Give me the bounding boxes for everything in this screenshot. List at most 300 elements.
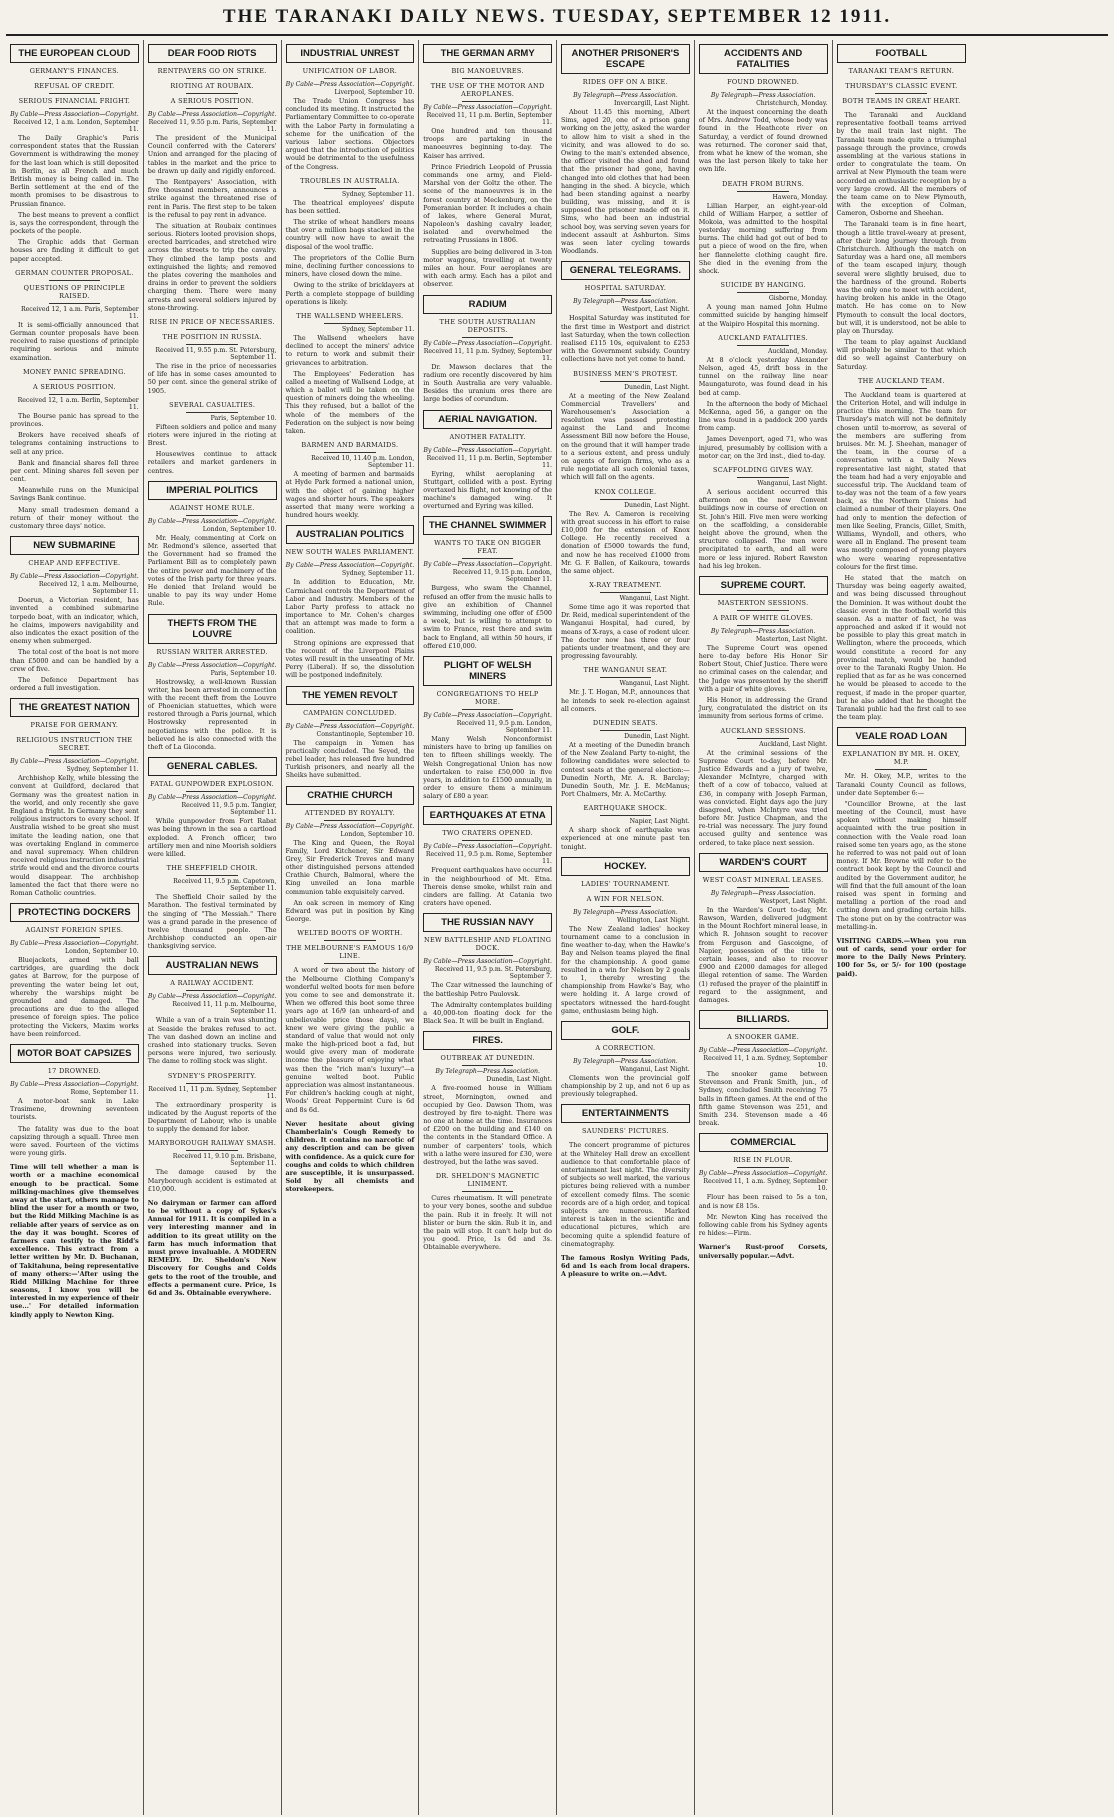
article-paragraph: The fatality was due to the boat capsizing through a squall. Three men were saved. Fourteen of the victims were young girls. xyxy=(10,1124,139,1158)
subhead-rule xyxy=(49,108,101,109)
newspaper-column xyxy=(6,40,144,1815)
article-subhead: AGAINST HOME RULE. xyxy=(169,503,255,512)
article xyxy=(699,44,828,174)
article-paragraph: The total cost of the boat is not more than £5000 and can be handled by a crew of five. xyxy=(10,648,139,673)
article-paragraph: Strong opinions are expressed that the recount of the Liverpool Plains votes will result in the unseating of Mr. Perry (Liberal). If so, the dissolution will be postponed indefinitely. xyxy=(285,638,415,680)
article-paragraph: The Admiralty contemplates building a 40,000-ton floating dock for the Black Sea. It will be built in England. xyxy=(423,1000,552,1026)
subhead-rule xyxy=(875,93,927,94)
article-headline: FIRES. xyxy=(423,1031,552,1050)
article xyxy=(561,44,690,255)
article-byline: By Cable—Press Association—Copyright. xyxy=(10,758,139,766)
subhead-rule xyxy=(600,1138,652,1139)
article-paragraph: The extraordinary prosperity is indicated by the August reports of the Department of Labour, who is unable to supply the demand for labor. xyxy=(147,1100,277,1134)
article xyxy=(561,857,690,1015)
article-paragraph: Many Welsh Nonconformist ministers have to bring up families on ten to fifteen shillings weekly. The Welsh Congregational Union has now undertaken to raise £50,000 in five years, in addition to £1500 annually, in order to ensure them a minimum salary of £80 a year. xyxy=(423,734,552,801)
article-paragraph: Bluejackets, armed with ball cartridges, are guarding the dock gates at Barrow, for the purpose of preventing the water being let out, whereby the warships might be grounded and damaged. The precautions are due to the alleged presence of foreign spies. The police protecting the Vickers, Maxim works have been reinforced. xyxy=(10,956,139,1038)
article-headline: FOOTBALL xyxy=(837,44,967,63)
masthead: THE TARANAKI DAILY NEWS. TUESDAY, SEPTEMBER 12 1911. xyxy=(6,0,1108,36)
article-dateline: Rome, September 11. xyxy=(70,1088,139,1096)
subhead-rule xyxy=(324,940,376,941)
subhead-rule xyxy=(324,559,376,560)
article-byline: By Telegraph—Press Association. xyxy=(573,908,678,916)
article-paragraph: A word or two about the history of the Melbourne Clothing Company's wonderful welted boots for men before you come to see and demonstrate it. When we offered this boot some three years ago at 16/9 (an unheard-of and unbelievable price those days), we knew we were giving the public a standard of value that would not only make the high-priced boot a fad, but would give every man of moderate income the pleasure of enjoying what was then the "rich man's luxury"—a genuine welted boot. Public appreciation was almost instantaneous. For children's hacking cough at night, Woods' Great Peppermint Cure is 6d and 8s 6d. xyxy=(285,966,415,1114)
article-headline: THEFTS FROM THE LOUVRE xyxy=(148,614,277,644)
article-dateline: Received 11, 9.5 p.m. London, September 11. xyxy=(456,719,552,734)
article xyxy=(423,295,552,404)
article-headline: HOCKEY. xyxy=(561,857,690,876)
subhead-rule xyxy=(462,337,514,338)
article xyxy=(148,864,277,950)
article-subhead: THE WALLSEND WHEELERS. xyxy=(296,311,404,320)
article-dateline: Received 12, 1 a.m. Berlin, September 11. xyxy=(17,396,139,411)
article-paragraph: In the Warden's Court to-day, Mr. Rawson, Warden, delivered judgment in the Mount Rochfort mineral lease, in which R. Johnson sought to recover from Ferguson and Gascoigne, of Napier, possession of the title to certain leases, and also to recover £900 and £2000 damages for alleged illegal retention of same. The Warden (1) refused the prayer of the plaintiff in regard to the assignment, and damages. xyxy=(698,905,828,1004)
subhead-rule xyxy=(49,570,101,571)
article-byline: By Telegraph—Press Association. xyxy=(710,92,816,99)
article-subhead: CHEAP AND EFFECTIVE. xyxy=(28,559,121,568)
article-headline: PROTECTING DOCKERS xyxy=(10,903,139,922)
article-dateline: Received 12, 1 a.m. Paris, September 11. xyxy=(20,305,139,320)
article xyxy=(561,581,690,660)
article-paragraph: The damage caused by the Maryborough accident is estimated at £10,000. xyxy=(147,1168,277,1193)
article-dateline: Wanganui, Last Night. xyxy=(757,480,828,487)
article-subhead: THE AUCKLAND TEAM. xyxy=(858,376,945,385)
subhead-rule xyxy=(600,295,652,296)
article-dateline: Hawera, Monday. xyxy=(772,193,828,201)
subhead-rule xyxy=(600,1055,652,1056)
article-dateline: Gisborne, Monday. xyxy=(768,295,828,303)
subhead-rule xyxy=(324,78,376,79)
article-dateline: Received 11, 9.5 p.m. Tangier, September 11. xyxy=(181,802,277,817)
article xyxy=(148,481,277,608)
subhead-rule xyxy=(49,937,101,938)
article-subhead: BOTH TEAMS IN GREAT HEART. xyxy=(842,97,961,105)
article xyxy=(148,757,277,858)
article-subhead: MASTERTON SESSIONS. xyxy=(717,598,809,607)
subhead-rule xyxy=(462,1191,514,1192)
article-byline: By Cable—Press Association—Copyright. xyxy=(285,562,415,570)
article-headline: THE EUROPEAN CLOUD xyxy=(10,44,139,63)
article-subhead: AGAINST FOREIGN SPIES. xyxy=(25,926,124,935)
article-dateline: Received 11, 9.5 p.m. St. Petersburg, September 7. xyxy=(434,966,552,981)
article xyxy=(699,576,828,721)
subhead-rule xyxy=(186,1083,238,1084)
article-dateline: Constantinople, September 10. xyxy=(316,730,415,738)
article-paragraph: Lillian Harper, an eight-year-old child of William Harper, a settler of Mokoia, was admitted to the hospital yesterday morning suffering from burns. The child had got out of bed to put a piece of wood on the fire, when her flannelette clothing caught fire. She died in the evening from the shock. xyxy=(698,201,828,275)
subhead-rule xyxy=(737,738,789,739)
subhead-rule xyxy=(462,1065,514,1066)
article-paragraph: Supplies are being delivered in 3-ton motor waggons, travelling at twenty miles an hour. Four aeroplanes are with each army. Each has a pilot and observer. xyxy=(423,247,552,289)
article-subhead: FATAL GUNPOWDER EXPLOSION. xyxy=(150,780,275,789)
subhead-rule xyxy=(49,394,101,395)
article-paragraph: At a meeting of the Dunedin branch of the New Zealand Party to-night, the following candidates were selected to contest seats at the general election:—Dunedin North, Mr. A. R. Barclay; Dunedin South, Mr. J. E. McManus; Port Chalmers, Mr. A. McCarthy. xyxy=(561,740,690,799)
article-paragraph: "Councillor Browne, at the last meeting of the Council, must have spoken without making himself acquainted with the true position in connection with the Veale road loan raised some ten years ago, as the stone he referred to was not paid out of loan money. If Mr. Browne will refer to the contract book kept by the Council and audited by the Government auditor, he will find that the full amount of the loan raised was spent in forming and metalling a portion of the road and cutting down and grading certain hills. The stone put on by the contractor was metalling-in. xyxy=(836,799,967,931)
subhead-rule xyxy=(186,93,238,94)
article-dateline: Received 12, 1 a.m. London, September 11. xyxy=(13,119,139,133)
article-subhead: QUESTIONS OF PRINCIPLE RAISED. xyxy=(23,283,126,300)
subhead-rule xyxy=(600,499,652,500)
article-paragraph: Frequent earthquakes have occurred in the neighbourhood of Mt. Etna. Thereis dense smoke, whilst rain and cinders are falling. At Catania two craters have opened. xyxy=(423,866,552,908)
article xyxy=(699,281,828,328)
article xyxy=(423,1172,552,1251)
newspaper-column xyxy=(695,40,833,1815)
advertisement: The famous Roslyn Writing Pads, 6d and 1s each from local drapers. A pleasure to write on.—Advt. xyxy=(561,1253,690,1279)
article xyxy=(10,44,139,263)
article-headline: THE CHANNEL SWIMMER xyxy=(423,516,552,535)
subhead-rule xyxy=(324,963,376,964)
article xyxy=(561,1104,690,1247)
article-dateline: Received 11, 11 p.m. Melbourne, September 11. xyxy=(172,1001,277,1016)
subhead-rule xyxy=(600,381,652,382)
newspaper-column xyxy=(419,40,557,1815)
subhead-rule xyxy=(186,78,238,79)
article-paragraph: A serious accident occurred this afternoon on the new Convent buildings now in course of erection on St. John's Hill. Five men were working on the scaffolding, a considerable height above the ground, when the structure collapsed. The men were precipitated to earth, and all were more or less injured. Robert Rawston had his leg broken. xyxy=(698,488,828,570)
subhead-rule xyxy=(737,625,789,626)
article-headline: THE GERMAN ARMY xyxy=(423,44,552,63)
article-byline: By Telegraph—Press Association. xyxy=(573,1057,678,1065)
subhead-rule xyxy=(737,887,789,888)
subhead-rule xyxy=(875,769,927,770)
subhead-rule xyxy=(186,1150,238,1151)
article-subhead: SCAFFOLDING GIVES WAY. xyxy=(713,466,814,474)
article xyxy=(561,488,690,576)
article-headline: IMPERIAL POLITICS xyxy=(148,481,277,500)
article-headline: DEAR FOOD RIOTS xyxy=(148,44,277,63)
subhead-rule xyxy=(324,452,376,453)
article-subhead: REFUSAL OF CREDIT. xyxy=(34,82,115,90)
advertisement: Never hesitate about giving Chamberlain's Cough Remedy to children. It contains no narcotic of any description and can be given with confidence. As a quick cure for coughs and colds to which children are susceptible, it is unsurpassed. Sold by all chemists and storekeepers. xyxy=(285,1119,415,1194)
article xyxy=(699,334,828,460)
article-paragraph: Eyring, whilst aeroplaning at Stuttgart, collided with a post. Eyring overtaxed his flight, not knowing of the machine's damaged wing. It overturned and Eyring was killed. xyxy=(423,469,552,511)
article xyxy=(837,377,967,722)
subhead-rule xyxy=(49,755,101,756)
newspaper-column xyxy=(557,40,695,1815)
article-subhead: WANTS TO TAKE ON BIGGER FEAT. xyxy=(434,539,542,556)
article-dateline: Paris, September 10. xyxy=(210,414,277,422)
article-dateline: Received 11, 11 p.m. Berlin, September 11. xyxy=(426,454,552,469)
article-dateline: Westport, Last Night. xyxy=(622,306,690,314)
article-byline: By Cable—Press Association—Copyright. xyxy=(423,104,552,111)
article-subhead: RIDES OFF ON A BIKE. xyxy=(582,78,668,86)
article-subhead: ANOTHER FATALITY. xyxy=(449,432,526,441)
article-dateline: Dunedin, Last Night. xyxy=(486,1076,552,1084)
article-headline: THE YEMEN REVOLT xyxy=(286,686,415,705)
article-paragraph: While a van of a train was shunting at Seaside the brakes refused to act. The van dashed down an incline and crashed into stationary trucks. Seven persons were injured, two seriously. The dame to rolling stock was slight. xyxy=(147,1016,277,1066)
article xyxy=(10,698,139,897)
article-dateline: Christchurch, Monday. xyxy=(756,100,828,107)
subhead-rule xyxy=(600,730,652,731)
article-subhead: WELTED BOOTS OF WORTH. xyxy=(297,929,403,938)
article xyxy=(561,804,690,851)
article-headline: BILLIARDS. xyxy=(699,1010,828,1029)
article-byline: By Cable—Press Association—Copyright. xyxy=(147,794,277,802)
subhead-rule xyxy=(324,820,376,821)
newspaper-column xyxy=(282,40,420,1815)
article-dateline: Received 11, 9.10 p.m. Brisbane, September 11. xyxy=(172,1153,277,1168)
article-subhead: ATTENDED BY ROYALTY. xyxy=(304,808,395,817)
article-byline: By Cable—Press Association—Copyright. xyxy=(147,517,277,525)
article-paragraph: Owing to the strike of bricklayers at Perth a complete stoppage of building operations is likely. xyxy=(285,281,415,306)
subhead-rule xyxy=(186,412,238,413)
subhead-rule xyxy=(462,78,514,79)
article-paragraph: A young man named John Hulme committed suicide by hanging himself at the Waipiro Hospital this morning. xyxy=(698,303,828,328)
subhead-rule xyxy=(324,323,376,324)
article-byline: By Cable—Press Association—Copyright. xyxy=(423,561,552,569)
article-subhead: X-RAY TREATMENT. xyxy=(589,581,662,590)
article-paragraph: The campaign in Yemen has practically concluded. The Seyed, the rebel leader, has released five hundred Turkish prisoners, and nearly all the Sheiks have submitted. xyxy=(285,738,415,780)
article-paragraph: The president of the Municipal Council conferred with the Caterers' Union and arranged for the placing of tables in the market and the price to be drawn up daily and rigidly enforced. xyxy=(147,134,277,175)
article-headline: WARDEN'S COURT xyxy=(699,853,828,872)
article xyxy=(699,727,828,847)
subhead-rule xyxy=(324,188,376,189)
article xyxy=(561,1021,690,1099)
newspaper-column xyxy=(144,40,282,1815)
article-paragraph: Housewives continue to attack retailers and market gardeners in centres. xyxy=(147,450,277,475)
article-headline: VEALE ROAD LOAN xyxy=(837,727,967,746)
article-headline: GENERAL TELEGRAMS. xyxy=(561,261,690,280)
article xyxy=(561,261,690,363)
article-paragraph: The Sheffield Choir sailed by the Marathon. The festival terminated by the singing of "The Messiah." There was a grand parade in the presence of twelve thousand people. The Archbishop conducted an open-air thanksgiving service. xyxy=(147,893,277,951)
article-headline: GENERAL CABLES. xyxy=(148,757,277,776)
article-headline: COMMERCIAL xyxy=(699,1133,828,1152)
article-dateline: London, September 10. xyxy=(340,830,415,838)
article-dateline: Liverpool, September 10. xyxy=(334,89,415,96)
article-subhead: THE WANGANUI SEAT. xyxy=(583,666,668,675)
article xyxy=(423,656,552,801)
article-paragraph: Dr. Mawson declares that the radium ore recently discovered by him in South Australia are very valuable. Besides the uranium ores there are large bodies of corundum. xyxy=(423,362,552,404)
article-subhead: RUSSIAN WRITER ARRESTED. xyxy=(156,647,268,656)
article-subhead: AUCKLAND SESSIONS. xyxy=(720,726,806,735)
article-byline: By Cable—Press Association—Copyright. xyxy=(147,111,277,118)
subhead-rule xyxy=(737,1044,789,1045)
subhead-rule xyxy=(49,78,101,79)
article-subhead: RISE IN PRICE OF NECESSARIES. xyxy=(149,317,275,326)
article xyxy=(148,1072,277,1134)
article-subhead: DR. SHELDON'S MAGNETIC LINIMENT. xyxy=(435,1172,540,1189)
article-paragraph: A meeting of barmen and barmaids at Hyde Park formed a national union, with the object of gaining higher wages and shorter hours. The speakers asserted that many were working a hundred hours weekly. xyxy=(285,470,415,520)
article-dateline: Dunedin, Last Night. xyxy=(624,383,690,391)
article-paragraph: Doerun, a Victorian resident, has invented a combined submarine torpedo boat, with an indicator, which, he claims, impowers navigability and also indicates the exact position of the enemy when submerged. xyxy=(10,596,139,646)
article-dateline: Received 11, 11 p.m. Sydney, September 11. xyxy=(148,1085,277,1100)
article-subhead: THE SHEFFIELD CHOIR. xyxy=(166,864,258,873)
article-subhead: OUTBREAK AT DUNEDIN. xyxy=(440,1054,535,1063)
article-paragraph: The strike of wheat handlers means that over a million bags stacked in the country will now have to await the disposal of the wool traffic. xyxy=(285,218,415,251)
article-dateline: Westport, Last Night. xyxy=(760,897,828,905)
article-subhead: EARTHQUAKE SHOCK. xyxy=(583,804,668,813)
article-headline: INDUSTRIAL UNREST xyxy=(286,44,415,63)
article-subhead: CONGREGATIONS TO HELP MORE. xyxy=(436,689,539,706)
article-headline: SUPREME COURT. xyxy=(699,576,828,595)
subhead-rule xyxy=(462,709,514,710)
article xyxy=(837,44,967,371)
subhead-rule xyxy=(737,477,789,478)
subhead-rule xyxy=(186,108,238,109)
subhead-rule xyxy=(462,955,514,956)
article-dateline: London, September 10. xyxy=(65,948,139,956)
subhead-rule xyxy=(324,720,376,721)
article-subhead: NEW BATTLESHIP AND FLOATING DOCK. xyxy=(423,936,552,953)
article-dateline: Received 11, 9.55 p.m. St. Petersburg, September 11. xyxy=(155,346,277,361)
article-subhead: UNIFICATION OF LABOR. xyxy=(302,67,398,75)
subhead-rule xyxy=(737,345,789,346)
article xyxy=(148,318,277,395)
article-byline: By Telegraph—Press Association. xyxy=(573,92,678,99)
subhead-rule xyxy=(186,344,238,345)
article-paragraph: The proprietors of the Collie Burn mine, declining further concessions to miners, have closed down the mine. xyxy=(285,253,415,279)
article-subhead: 17 DROWNED. xyxy=(47,1066,101,1075)
article-byline: By Cable—Press Association—Copyright. xyxy=(423,711,552,719)
article-paragraph: The Bourse panic has spread to the provinces. xyxy=(10,411,139,428)
article xyxy=(423,1031,552,1166)
article xyxy=(286,929,415,1113)
article-subhead: SEVERAL CASUALTIES. xyxy=(169,400,256,409)
article xyxy=(10,269,139,362)
article-paragraph: About 11.45 this morning, Albert Sims, aged 20, one of a prison gang working on the jetty, asked the warder to allow him to visit a shed in the vicinity, and was allowed to do so. Owing to the man's extended absence, the officer visited the shed and found that the prisoner had gone, having changed into old clothes that had been hanging in the shed. A bicycle, which had been standing against a nearby building, was missing, and it is supposed the prisoner made off on it. Sims, who had been an industrial school boy, was serving seven years for indecent assault at Ashburton. Sims was seen later cycling towards Woodlands. xyxy=(561,108,690,256)
article-subhead: LADIES' TOURNAMENT. xyxy=(581,879,670,888)
article-subhead: MARYBOROUGH RAILWAY SMASH. xyxy=(148,1139,277,1148)
article-byline: By Cable—Press Association—Copyright. xyxy=(10,573,139,581)
subhead-rule xyxy=(737,191,789,192)
article-paragraph: His Honor, in addressing the Grand Jury, congratulated the district on its immunity from serious forms of crime. xyxy=(698,696,828,721)
article-paragraph: In the afternoon the body of Michael McKenna, aged 56, a ganger on the line was found in a paddock 200 yards from camp. xyxy=(698,399,828,433)
article-subhead: A WIN FOR NELSON. xyxy=(586,894,665,903)
article-paragraph: Mr. Newton King has received the following cable from his Sydney agents re hides:—Firm. xyxy=(698,1212,828,1238)
article xyxy=(699,1133,828,1237)
article-subhead: BUSINESS MEN'S PROTEST. xyxy=(573,369,678,378)
article-byline: By Cable—Press Association—Copyright. xyxy=(285,81,415,88)
advertisement: No dairyman or farmer can afford to be without a copy of Sykes's Annual for 1911. It is compiled in a very interesting manner and in addition to its great utility on the farm has much information that must prove invaluable. A MODERN REMEDY. Dr. Sheldon's New Discovery for Coughs and Colds gets to the root of the trouble, and effects a permanent cure. Price, 1s 6d and 3s. Obtainable everywhere. xyxy=(147,1198,277,1297)
subhead-rule xyxy=(462,840,514,841)
subhead-rule xyxy=(600,677,652,678)
article-subhead: EXPLANATION BY MR. H. OKEY, M.P. xyxy=(842,750,961,767)
article-dateline: Auckland, Last Night. xyxy=(759,740,828,748)
article xyxy=(286,686,415,780)
columns-container xyxy=(6,40,1108,1815)
article-paragraph: Burgess, who swam the Channel, refused an offer from the music halls to give an exhibition of Channel swimming, including one offer of £500 a week, but is willing to attempt to swim to France, rest there and swim back to England, all within 50 hours, if offered £10,000. xyxy=(423,584,552,650)
article-paragraph: Many small tradesmen demand a return of their money without the customary three days' notice. xyxy=(10,505,139,530)
article-paragraph: At a meeting of the New Zealand Commercial Travellers' and Warehousemen's Association a resolution was passed protesting against the Land and Income Assessment Bill now before the House, on the ground that it will hamper trade to a serious extent, and press unduly on agents of foreign firms, who as a rule negotiate all such colonial taxes, which will fall on the agents. xyxy=(561,391,690,482)
article-subhead: TWO CRATERS OPENED. xyxy=(442,829,533,838)
article-subhead: PRAISE FOR GERMANY. xyxy=(30,721,119,730)
article-byline: By Telegraph—Press Association. xyxy=(435,1068,540,1076)
article-paragraph: The Daily Graphic's Paris correspondent states that the Russian Government is withdrawing the money for the last loan which is still deposited in Berlin, as all French and much British money is being called in. The Berlin settlement at the end of the month promises to be disastrous to Prussian finance. xyxy=(10,134,139,208)
article xyxy=(148,956,277,1065)
article xyxy=(286,786,415,924)
article-dateline: Received 11, 9.5 p.m. Rome, September 11. xyxy=(425,851,552,866)
subhead-rule xyxy=(462,444,514,445)
article-headline: MOTOR BOAT CAPSIZES xyxy=(10,1044,139,1063)
article-dateline: Sydney, September 11. xyxy=(66,766,139,774)
subhead-rule xyxy=(875,78,927,79)
article-paragraph: The Taranaki team is in fine heart, though a little travel-weary at present, after their long journey through from Christchurch. Although the match on Saturday was a hard one, all members of the team escaped injury, though several were slightly bruised, due to the hardness of the ground. Roberts was the only one to meet with accident, having broken his ankle in the Otago match. He has come on to New Plymouth to consult the local doctors, but will, it is understood, not be able to play on Thursday. xyxy=(836,220,967,335)
advertisement: Time will tell whether a man is worth or a machine economical enough to be practical. Some milking-machines give themselves away at the start, others manage to blind the user for a month or two, but the Ridd Milking Machine is as reliable after years of service as on the day it was bought. Scores of farmers can testify to the Ridd's excellence. This extract from a letter written by Mr. D. Buchanan, of Takitahuna, being representative of many others:—'After using the Ridd Milking Machine for three seasons, I know you will be interested in my experience of their use...' For detailed information kindly apply to Newton King. xyxy=(10,1163,139,1319)
article-paragraph: At the inquest concerning the death of Mrs. Andrew Todd, whose body was found in the Heathcote river on Saturday, a verdict of found drowned was returned. The coroner said that, from what he knew of the woman, she was the last person likely to take her own life. xyxy=(698,108,828,174)
article-paragraph: Flour has been raised to 5s a ton, and is now £8 15s. xyxy=(698,1193,828,1210)
article-subhead: A SNOOKER GAME. xyxy=(727,1033,800,1042)
article-paragraph: One hundred and ten thousand troops are partaking in the manoeuvres beginning to-day. The Kaiser has arrived. xyxy=(423,127,552,160)
article-dateline: Napier, Last Night. xyxy=(629,818,690,826)
article-headline: GOLF. xyxy=(561,1021,690,1040)
article-paragraph: Mr. H. Okey, M.P., writes to the Taranaki County Council as follows, under date September 6:— xyxy=(836,772,967,797)
article-subhead: SUICIDE BY HANGING. xyxy=(720,281,806,290)
article-paragraph: The theatrical employees' dispute has been settled. xyxy=(285,198,415,215)
subhead-rule xyxy=(186,791,238,792)
article-byline: By Telegraph—Press Association. xyxy=(710,889,816,897)
article-paragraph: The situation at Roubaix continues serious. Rioters looted provision shops, erected barricades, and stretched wire across the streets to trip the cavalry. They climbed the lamp posts and extinguished the lights; and removed the plates covering the manholes and drains in order to prevent the soldiers charging them. There were many arrests and several soldiers injured by stone-throwing. xyxy=(147,221,277,312)
article-headline: AUSTRALIAN NEWS xyxy=(148,956,277,975)
article-subhead: SYDNEY'S PROSPERITY. xyxy=(167,1071,257,1080)
article-byline: By Cable—Press Association—Copyright. xyxy=(698,1047,828,1055)
article-subhead: TROUBLES IN AUSTRALIA. xyxy=(300,176,400,185)
article-dateline: Paris, September 10. xyxy=(210,669,277,677)
article-paragraph: The Trade Union Congress has concluded its meeting. It instructed the Parliamentary Committee to co-operate with the Labor Party in formulating a scheme for the unification of the various labor sections. Objectors argued that the introduction of politics would be detrimental to the usefulness of the Congress. xyxy=(285,97,415,171)
subhead-rule xyxy=(49,280,101,281)
subhead-rule xyxy=(49,379,101,380)
subhead-rule xyxy=(600,815,652,816)
article-headline: THE RUSSIAN NAVY xyxy=(423,913,552,932)
article-subhead: HOSPITAL SATURDAY. xyxy=(584,284,667,293)
article-subhead: THE MELBOURNE'S FAMOUS 16/9 LINE. xyxy=(286,944,414,961)
article-paragraph: Archbishop Kelly, while blessing the convent at Guildford, declared that Germany was the greatest nation in the world, and only recently she gave England a fright. In Germany they sent religious instructors to every school. If Australia wished to be great she must imitate the leading nation, one that was overtaking England in commerce and naval supremacy. When children received religious instruction industrial strife would end and the divorce courts would disappear. The archbishop lamented the fact that there were no Roman Catholic countries. xyxy=(10,774,139,897)
article-dateline: Sydney, September 11. xyxy=(342,190,415,198)
article xyxy=(286,312,415,435)
article-subhead: A RAILWAY ACCIDENT. xyxy=(170,979,255,988)
article-subhead: DEATH FROM BURNS. xyxy=(722,179,805,188)
subhead-rule xyxy=(49,93,101,94)
subhead-rule xyxy=(49,732,101,733)
article-dateline: London, September 10. xyxy=(202,525,277,533)
article-byline: By Cable—Press Association—Copyright. xyxy=(698,1170,828,1178)
article xyxy=(286,44,415,171)
subhead-rule xyxy=(737,1167,789,1168)
article-dateline: Received 11, 11 p.m. Berlin, September 11. xyxy=(426,112,552,126)
article-subhead: A SERIOUS POSITION. xyxy=(170,97,254,105)
article-paragraph: Some time ago it was reported that Dr. Reid, medical superintendent of the Wanganui Hospital, had cured, by means of X-rays, a case of rodent ulcer. The doctor now has three or four patients under treatment, and they are progressing favourably. xyxy=(561,603,690,661)
subhead-rule xyxy=(600,89,652,90)
article-paragraph: Bank and financial shares fell three per cent. Mining shares fell seven per cent. xyxy=(10,458,139,484)
article-dateline: Received 11, 1 a.m. Sydney, September 10. xyxy=(703,1178,828,1193)
article-paragraph: The snooker game between Stevenson and Frank Smith, jun., of Sydney, concluded Smith receiving 75 balls in fifteen games. At the end of the fifth game Stevenson was 251, and Smith 234. Stevenson made a 46 break. xyxy=(698,1070,828,1128)
article-paragraph: Fifteen soldiers and police and many rioters were injured in the rioting at Brest. xyxy=(147,422,277,448)
article-paragraph: Prince Friedrich Leopold of Prussia commands one army, and Field-Marshal von der Goltz the other. The scene of the manoeuvres is in the forest country at Meckenburg, on the Pomeranian border. It includes a chain of lakes, where General Murat, Napoleon's dashing cavalry leader, isolated and overwhelmed the retreating Prussians in 1806. xyxy=(423,162,552,245)
article-byline: By Cable—Press Association—Copyright. xyxy=(285,822,415,830)
article-paragraph: The best means to prevent a conflict is, says the correspondent, through the pockets of the people. xyxy=(10,210,139,236)
article xyxy=(699,1010,828,1127)
article-dateline: Wellington, Last Night. xyxy=(617,916,690,924)
subhead-rule xyxy=(600,891,652,892)
article-subhead: RISE IN FLOUR. xyxy=(733,1156,794,1165)
article xyxy=(423,44,552,289)
article xyxy=(148,614,277,752)
subhead-rule xyxy=(737,610,789,611)
article-paragraph: A five-roomed house in William street, Mornington, owned and occupied by Geo. Dawson Thom, was destroyed by fire to-night. There was no one at home at the time. Insurances of £200 on the building and £140 on the contents in the Standard Office. A number of carpenters' tools, which with a lathe were insured for £30, were destroyed, but the lathe was saved. xyxy=(423,1084,552,1166)
article-paragraph: Mr. J. T. Hogan, M.P., announces that he intends to seek re-election against all comers. xyxy=(561,688,690,713)
article xyxy=(561,719,690,798)
subhead-rule xyxy=(186,515,238,516)
article xyxy=(148,44,277,312)
advertisement: Warner's Rust-proof Corsets, universally popular.—Advt. xyxy=(698,1243,828,1260)
article-byline: By Cable—Press Association—Copyright. xyxy=(10,940,139,948)
article-paragraph: The team to play against Auckland will probably be similar to that which did so well against Canterbury on Saturday. xyxy=(836,338,967,371)
article-byline: By Cable—Press Association—Copyright. xyxy=(147,661,277,669)
article-dateline: Invercargill, Last Night. xyxy=(614,100,690,107)
article-paragraph: Hospital Saturday was instituted for the first time in Westport and district last Saturday, when the town collection realised £115 10s, equivalent to £253 with the Government subsidy. Country collections have not yet come to hand. xyxy=(561,314,690,364)
article-subhead: DUNEDIN SEATS. xyxy=(592,718,658,727)
article-paragraph: Mr. Healy, commenting at Cork on Mr. Redmond's silence, asserted that the Government had so framed the Parliament Bill as to completely pawn the entire power and machinery of the votes of the Irish party for three years. He denied that Ireland would be unable to pay its way under Home Rule. xyxy=(147,533,277,608)
article-dateline: Masterton, Last Night. xyxy=(755,635,828,643)
article-byline: By Cable—Press Association—Copyright. xyxy=(10,111,139,118)
article xyxy=(148,1139,277,1193)
article-subhead: A CORRECTION. xyxy=(595,1043,656,1052)
